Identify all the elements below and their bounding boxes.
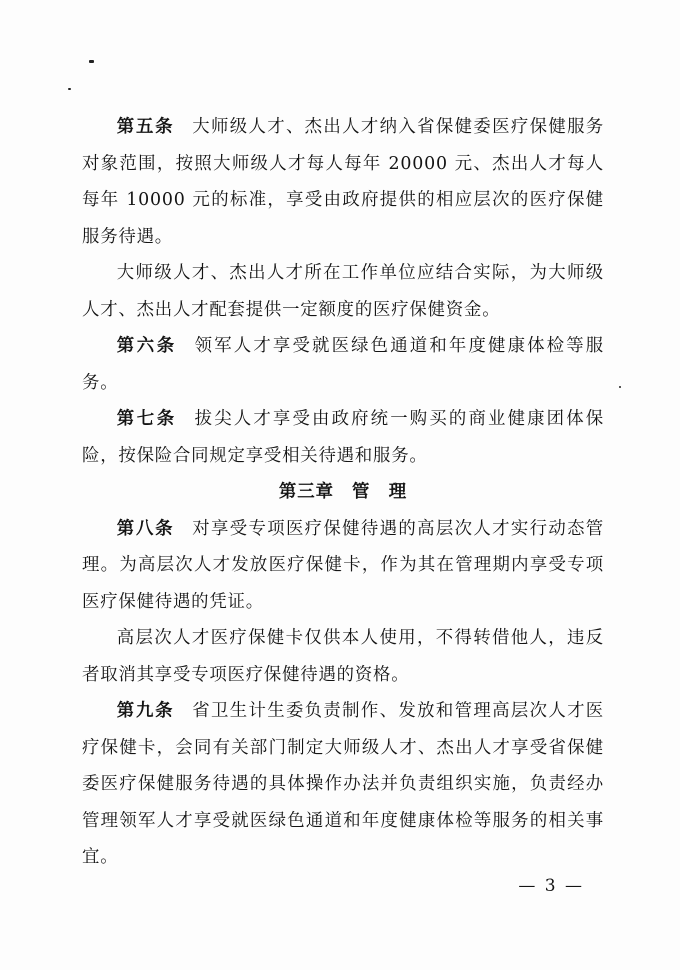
scan-speck — [89, 60, 94, 63]
paragraph-text: 大师级人才、杰出人才所在工作单位应结合实际，为大师级人才、杰出人才配套提供一定额度的医疗保健资金。 — [82, 263, 604, 320]
article-number: 第六条 — [116, 336, 177, 356]
article-number: 第五条 — [116, 117, 175, 137]
article-text: 拔尖人才享受由政府统一购买的商业健康团体保险，按保险合同规定享受相关待遇和服务。 — [82, 409, 604, 466]
chapter-heading — [82, 474, 604, 511]
article-text: 省卫生计生委负责制作、发放和管理高层次人才医疗保健卡，会同有关部门制定大师级人才、杰出人才享受省保健委医疗保健服务待遇的具体操作办法并负责组织实施，负责经办管理领军人才享受就医绿色通道和年度健康体检等服务的相关事宜。 — [82, 701, 604, 867]
article-8-paragraph-2 — [82, 620, 604, 693]
document-body — [82, 109, 604, 876]
article-9 — [82, 693, 604, 876]
article-text: 对享受专项医疗保健待遇的高层次人才实行动态管理。为高层次人才发放医疗保健卡，作为其在管理期内享受专项医疗保健待遇的凭证。 — [82, 518, 604, 612]
article-number: 第九条 — [116, 701, 175, 721]
article-text: 大师级人才、杰出人才纳入省保健委医疗保健服务对象范围，按照大师级人才每人每年 20000 元、杰出人才每人每年 10000 元的标准，享受由政府提供的相应层次的医疗保健服务待遇。 — [82, 117, 604, 247]
scan-speck — [619, 386, 621, 388]
scan-speck — [68, 88, 71, 90]
chapter-number: 第三章 — [278, 482, 334, 502]
article-text: 领军人才享受就医绿色通道和年度健康体检等服务。 — [82, 336, 604, 393]
chapter-title: 管 理 — [352, 482, 408, 502]
article-number: 第七条 — [116, 409, 177, 429]
article-5-paragraph-2 — [82, 255, 604, 328]
article-8 — [82, 511, 604, 621]
article-number: 第八条 — [116, 518, 175, 539]
article-6 — [82, 328, 604, 401]
article-5 — [82, 109, 604, 255]
page-number: — 3 — — [518, 876, 584, 896]
paragraph-text: 高层次人才医疗保健卡仅供本人使用，不得转借他人，违反者取消其享受专项医疗保健待遇的资格。 — [82, 628, 604, 685]
article-7 — [82, 401, 604, 474]
